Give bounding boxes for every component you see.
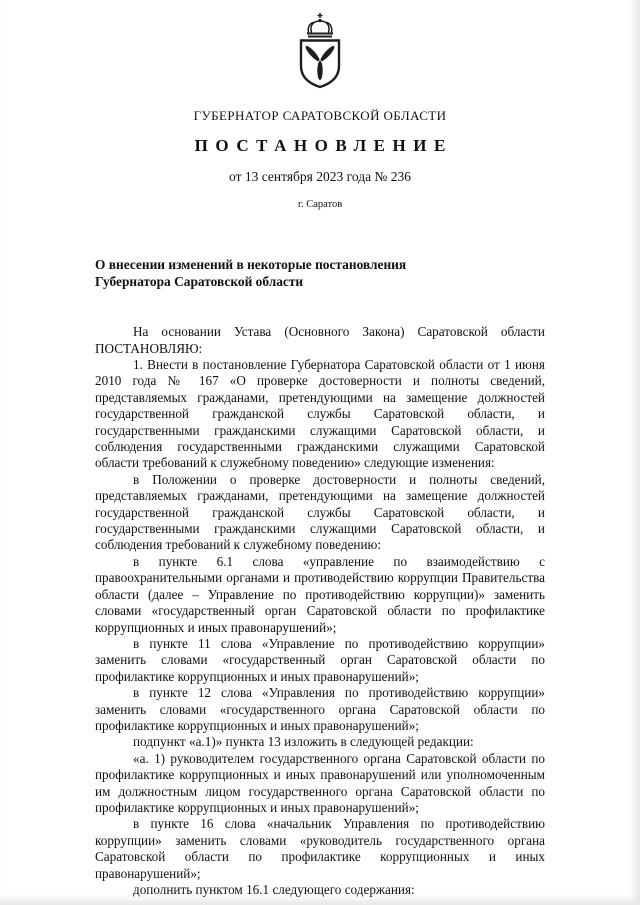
document-date-number: от 13 сентября 2023 года № 236	[229, 169, 411, 184]
paragraph: в Положении о проверке достоверности и полноты сведений, представляемых гражданами, претендующими на замещение должностей государственной гражданской службы Саратовской области, и государственными гражданскими служащими Саратовской области, и соблюдения требований к служебному поведению:	[95, 471, 545, 553]
document-title	[95, 257, 545, 290]
document-title-line-1: О внесении изменений в некоторые постановления	[95, 257, 407, 272]
paragraph: дополнить пунктом 16.1 следующего содержания:	[133, 882, 415, 897]
paragraph: в пункте 16 слова «начальник Управления по противодействию коррупции» заменить словами «руководитель государственного органа Саратовской области по профилактике коррупционных и иных правонарушений»;	[95, 816, 545, 881]
paragraph: «а. 1) руководителем государственного органа Саратовской области по профилактике коррупционных и иных правонарушений или уполномоченным им должностным лицом государственного органа Саратовской области по профилактике коррупционных и иных правонарушений»;	[95, 750, 545, 815]
saratov-coat-of-arms-icon	[294, 10, 346, 90]
paragraph: в пункте 12 слова «Управления по противодействию коррупции» заменить словами «государственного органа Саратовской области по профилактике коррупционных и иных правонарушений»;	[95, 685, 545, 733]
document-content	[0, 257, 640, 898]
document-place: г. Саратов	[297, 199, 343, 210]
emblem-container	[0, 0, 640, 95]
paragraph: 1. Внести в постановление Губернатора Саратовской области от 1 июня 2010 года № 167 «О проверке достоверности и полноты сведений, представляемых гражданами, претендующими на замещение должностей государственной гражданской службы Саратовской области, и государственными гражданскими служащими Саратовской области, и соблюдения государственными гражданскими служащими Саратовской области требований к служебному поведению» следующие изменения:	[95, 357, 545, 471]
document-title-line-2: Губернатора Саратовской области	[95, 273, 304, 289]
crown-icon	[307, 13, 333, 37]
paragraph: На основании Устава (Основного Закона) Саратовской области ПОСТАНОВЛЯЮ:	[95, 324, 545, 356]
paragraph: в пункте 11 слова «Управление по противодействию коррупции» заменить словами «государственный орган Саратовской области по профилактике коррупционных и иных правонарушений»;	[95, 635, 545, 684]
issuing-authority: ГУБЕРНАТОР САРАТОВСКОЙ ОБЛАСТИ	[193, 108, 447, 123]
shield-icon	[301, 41, 339, 88]
document-type-heading: ПОСТАНОВЛЕНИЕ	[194, 136, 453, 155]
document-body	[95, 324, 545, 898]
paragraph: подпункт «а.1)» пункта 13 изложить в следующей редакции:	[133, 734, 474, 750]
paragraph: в пункте 6.1 слова «управление по взаимодействию с правоохранительными органами и противодействию коррупции Правительства области (далее – Управление по противодействию коррупции)» заменить словами «государственный орган Саратовской области по профилактике коррупционных и иных правонарушений»;	[95, 553, 545, 635]
